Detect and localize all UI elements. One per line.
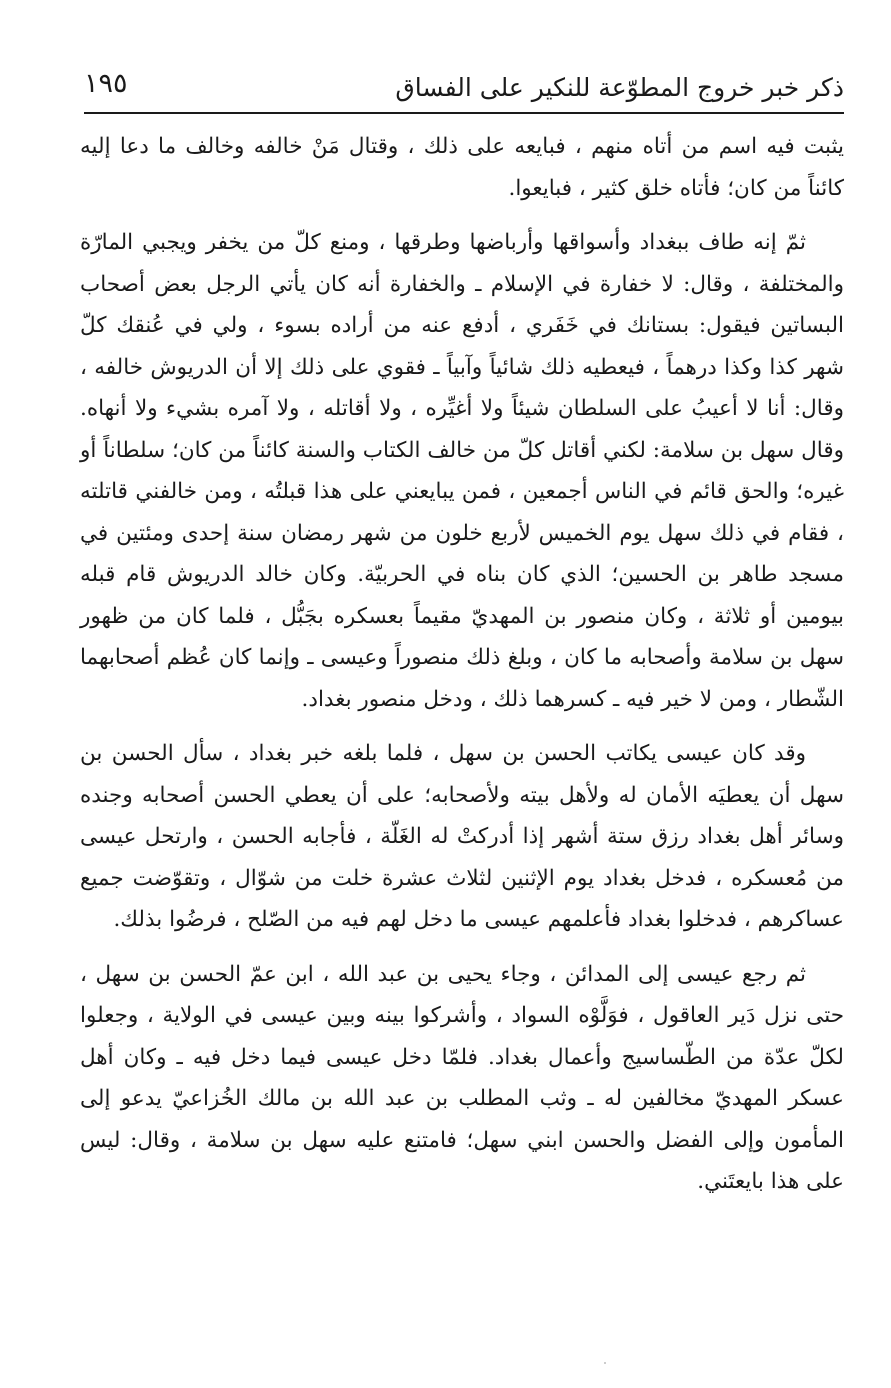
paragraph-1: يثبت فيه اسم من أتاه منهم ، فبايعه على ذلك ، وقتال مَنْ خالفه وخالف ما دعا إليه كائناً من كان؛ فأتاه خلق كثير ، فبايعوا. [80,134,844,201]
running-title: ذكر خبر خروج المطوّعة للنكير على الفساق [395,73,844,102]
paragraph-4: ثم رجع عيسى إلى المدائن ، وجاء يحيى بن عبد الله ، ابن عمّ الحسن بن سهل ، حتى نزل دَير العاقول ، فوَلَّوْه السواد ، وأشركوا بينه وبين عيسى في الولاية ، وجعلوا لكلّ عدّة من الطّساسيج وأعمال بغداد. فلمّا دخل عيسى فيما دخل فيه ـ وكان أهل عسكر المهديّ مخالفين له ـ وثب المطلب بن عبد الله بن مالك الخُزاعيّ يدعو إلى المأمون وإلى الفضل والحسن ابني سهل؛ فامتنع عليه سهل بن سلامة ، وقال: ليس على هذا بايعتَني. [80,961,844,1194]
paragraph-2: ثمّ إنه طاف ببغداد وأسواقها وأرباضها وطرقها ، ومنع كلّ من يخفر ويجبي المارّة والمختلفة ، وقال: لا خفارة في الإسلام ـ والخفارة أنه كان يأتي الرجل بعض أصحاب البساتين فيقول: بستانك في خَفَري ، أدفع عنه من أراده بسوء ، ولي في عُنقك كلّ شهر كذا وكذا درهماً ، فيعطيه ذلك شائياً وآبياً ـ فقوي على ذلك إلا أن الدريوش خالفه ، وقال: أنا لا أعيبُ على السلطان شيئاً ولا أغيِّره ، ولا أقاتله ، ولا آمره بشيء ولا أنهاه. وقال سهل بن سلامة: لكني أقاتل كلّ من خالف الكتاب والسنة كائناً من كان؛ سلطاناً أو غيره؛ والحق قائم في الناس أجمعين ، فمن يبايعني على هذا قبلتُه ، ومن خالفني قاتلته ، فقام في ذلك سهل يوم الخميس لأربع خلون من شهر رمضان سنة إحدى ومئتين في مسجد طاهر بن الحسين؛ الذي كان بناه في الحربيّة. وكان خالد الدريوش قام قبله بيومين أو ثلاثة ، وكان منصور بن المهديّ مقيماً بعسكره بجَبُّل ، فلما كان من ظهور سهل بن سلامة وأصحابه ما كان ، وبلغ ذلك منصوراً وعيسى ـ وإنما كان عُظم أصحابهما الشّطار ، ومن لا خير فيه ـ كسرهما ذلك ، ودخل منصور بغداد. [80,230,844,712]
body-text [80,126,844,1203]
page-number: ١٩٥ [84,68,128,99]
header-rule [84,112,844,114]
paragraph-3: وقد كان عيسى يكاتب الحسن بن سهل ، فلما بلغه خبر بغداد ، سأل الحسن بن سهل أن يعطيَه الأمان له ولأهل بيته ولأصحابه؛ على أن يعطي الحسن أصحابه وجنده وسائر أهل بغداد رزق ستة أشهر إذا أدركتْ له الغَلّة ، فأجابه الحسن ، وارتحل عيسى من مُعسكره ، فدخل بغداد يوم الإثنين لثلاث عشرة خلت من شوّال ، وتقوّضت جميع عساكرهم ، فدخلوا بغداد فأعلمهم عيسى ما دخل لهم فيه من الصّلح ، فرضُوا بذلك. [80,741,844,932]
page-header [84,58,844,114]
scan-speck [604,1362,606,1364]
